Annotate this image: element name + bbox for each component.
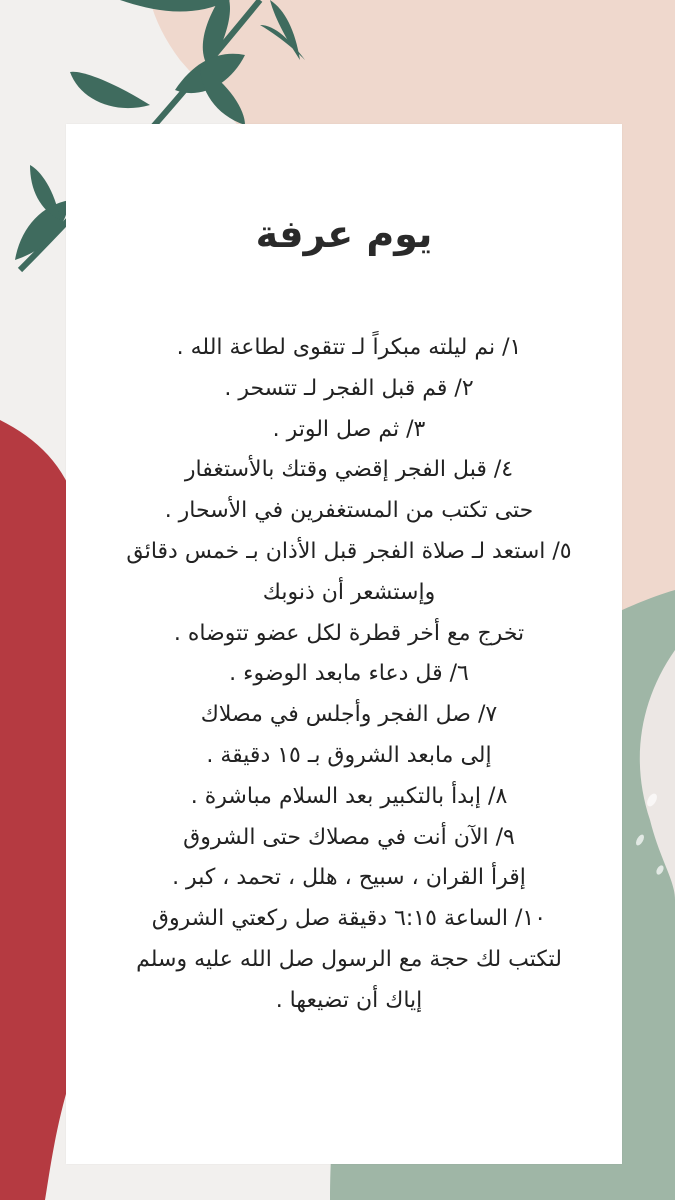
instruction-line: ٩/ الآن أنت في مصلاك حتى الشروق [183,824,515,850]
instructions-list [86,328,612,1022]
instruction-line: إلى مابعد الشروق بـ ١٥ دقيقة . [206,742,492,768]
instruction-line: ٦/ قل دعاء مابعد الوضوء . [229,661,469,687]
instruction-line: حتى تكتب من المستغفرين في الأسحار . [164,498,534,524]
instruction-line: ٢/ قم قبل الفجر لـ تتسحر . [224,375,474,401]
instruction-line: وإستشعر أن ذنوبك [262,579,436,605]
instruction-line: ٨/ إبدأ بالتكبير بعد السلام مباشرة . [190,783,508,809]
instruction-line: ٥/ استعد لـ صلاة الفجر قبل الأذان بـ خمس دقائق [126,538,572,564]
page-title: يوم عرفة [255,212,433,256]
instruction-line: لتكتب لك حجة مع الرسول صل الله عليه وسلم [136,946,562,972]
instruction-line: إقرأ القران ، سبيح ، هلل ، تحمد ، كبر . [172,865,526,891]
instruction-line: ١/ نم ليلته مبكراً لـ تتقوى لطاعة الله . [176,335,522,360]
content-card [66,124,622,1164]
instruction-line: ١٠/ الساعة ٦:١٥ دقيقة صل ركعتي الشروق [151,906,547,932]
instruction-line: تخرج مع أخر قطرة لكل عضو تتوضاه . [173,620,525,646]
instruction-line: إياك أن تضيعها . [275,987,423,1013]
instruction-line: ٤/ قبل الفجر إقضي وقتك بالأستغفار [184,457,514,483]
instruction-line: ٧/ صل الفجر وأجلس في مصلاك [200,702,498,728]
instruction-line: ٣/ ثم صل الوتر . [272,416,426,442]
